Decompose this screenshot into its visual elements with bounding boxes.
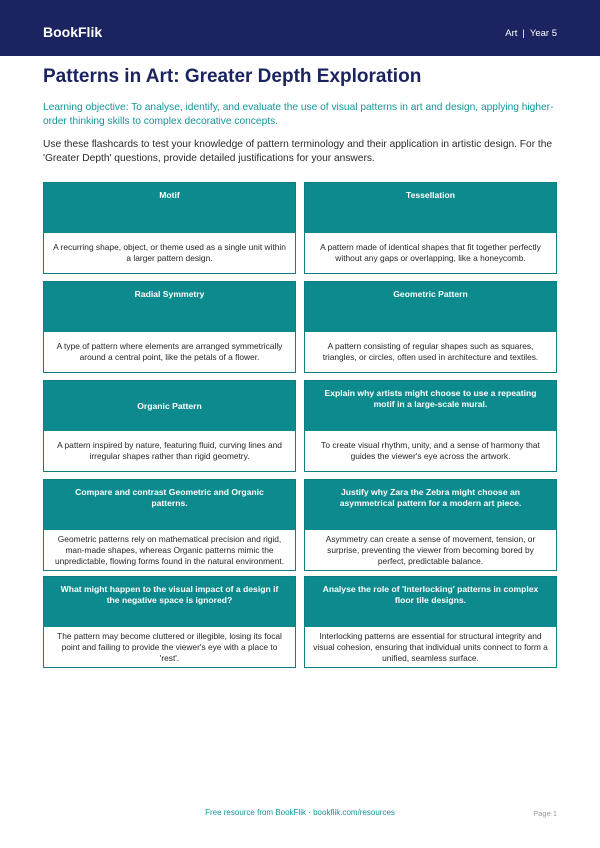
subject-year-label [505,28,557,39]
flashcard[interactable] [304,281,557,373]
flashcard[interactable] [43,380,296,472]
flashcard[interactable] [304,576,557,668]
flashcard-back: A recurring shape, object, or theme used as a single unit within a larger pattern design. [53,242,286,263]
flashcard-back: The pattern may become cluttered or illegible, losing its focal point and failing to provide the viewer's eye with a place to 'rest'. [57,630,282,663]
flashcard-back: A pattern inspired by nature, featuring fluid, curving lines and irregular shapes rather than rigid geometry. [57,440,282,461]
flashcard[interactable] [43,182,296,274]
flashcard-front: Justify why Zara the Zebra might choose an asymmetrical pattern for a modern art piece. [305,480,556,530]
flashcard-front: Tessellation [305,183,556,233]
learning-objective: Learning objective: To analyse, identify, and evaluate the use of visual patterns in art and design, applying higher-order thinking skills to complex decorative concepts. [43,102,554,127]
flashcard-front: Radial Symmetry [44,282,295,332]
brand-logo[interactable]: BookFlik [43,24,103,40]
flashcard[interactable] [304,380,557,472]
flashcard-front: Organic Pattern [44,381,295,431]
flashcard[interactable] [43,576,296,668]
flashcard-back: Interlocking patterns are essential for structural integrity and visual cohesion, ensuring that individual units connect to form a unified, seamless surface. [313,630,548,663]
flashcard[interactable] [304,479,557,571]
flashcard-front: Motif [44,183,295,233]
header-bar [0,0,600,56]
flashcard-front: Explain why artists might choose to use a repeating motif in a large-scale mural. [305,381,556,431]
flashcard-back: Geometric patterns rely on mathematical precision and rigid, man-made shapes, whereas Organic patterns mimic the unpredictable, flowing forms found in the natural environment. [54,533,285,566]
flashcard[interactable] [43,281,296,373]
flashcard-front: Geometric Pattern [305,282,556,332]
flashcard-back: A type of pattern where elements are arranged symmetrically around a central point, like the petals of a flower. [56,341,283,362]
flashcard-front: Compare and contrast Geometric and Organic patterns. [44,480,295,530]
flashcard-front: What might happen to the visual impact of a design if the negative space is ignored? [44,577,295,627]
footer-resource-link[interactable]: Free resource from BookFlik · bookflik.com/resources [205,808,395,817]
flashcard-front: Analyse the role of 'Interlocking' patterns in complex floor tile designs. [305,577,556,627]
flashcard-back: A pattern made of identical shapes that fit together perfectly without any gaps or overlapping, like a honeycomb. [320,242,541,263]
flashcard[interactable] [304,182,557,274]
page-number: Page 1 [533,809,557,818]
flashcard-back: Asymmetry can create a sense of movement, tension, or surprise, preventing the viewer from becoming bored by perfect, predictable balance. [325,533,536,566]
flashcard-back: A pattern consisting of regular shapes such as squares, triangles, or circles, often used in architecture and textiles. [322,341,539,362]
page-title: Patterns in Art: Greater Depth Exploration [43,66,422,87]
flashcard[interactable] [43,479,296,571]
flashcard-back: To create visual rhythm, unity, and a sense of harmony that guides the viewer's eye across the artwork. [321,440,540,461]
intro-text: Use these flashcards to test your knowledge of pattern terminology and their application in artistic design. For the 'Greater Depth' questions, provide detailed justifications for your answers. [43,139,553,164]
separator: | [522,28,525,39]
year-label: Year 5 [529,28,557,39]
subject-label: Art [505,28,518,39]
